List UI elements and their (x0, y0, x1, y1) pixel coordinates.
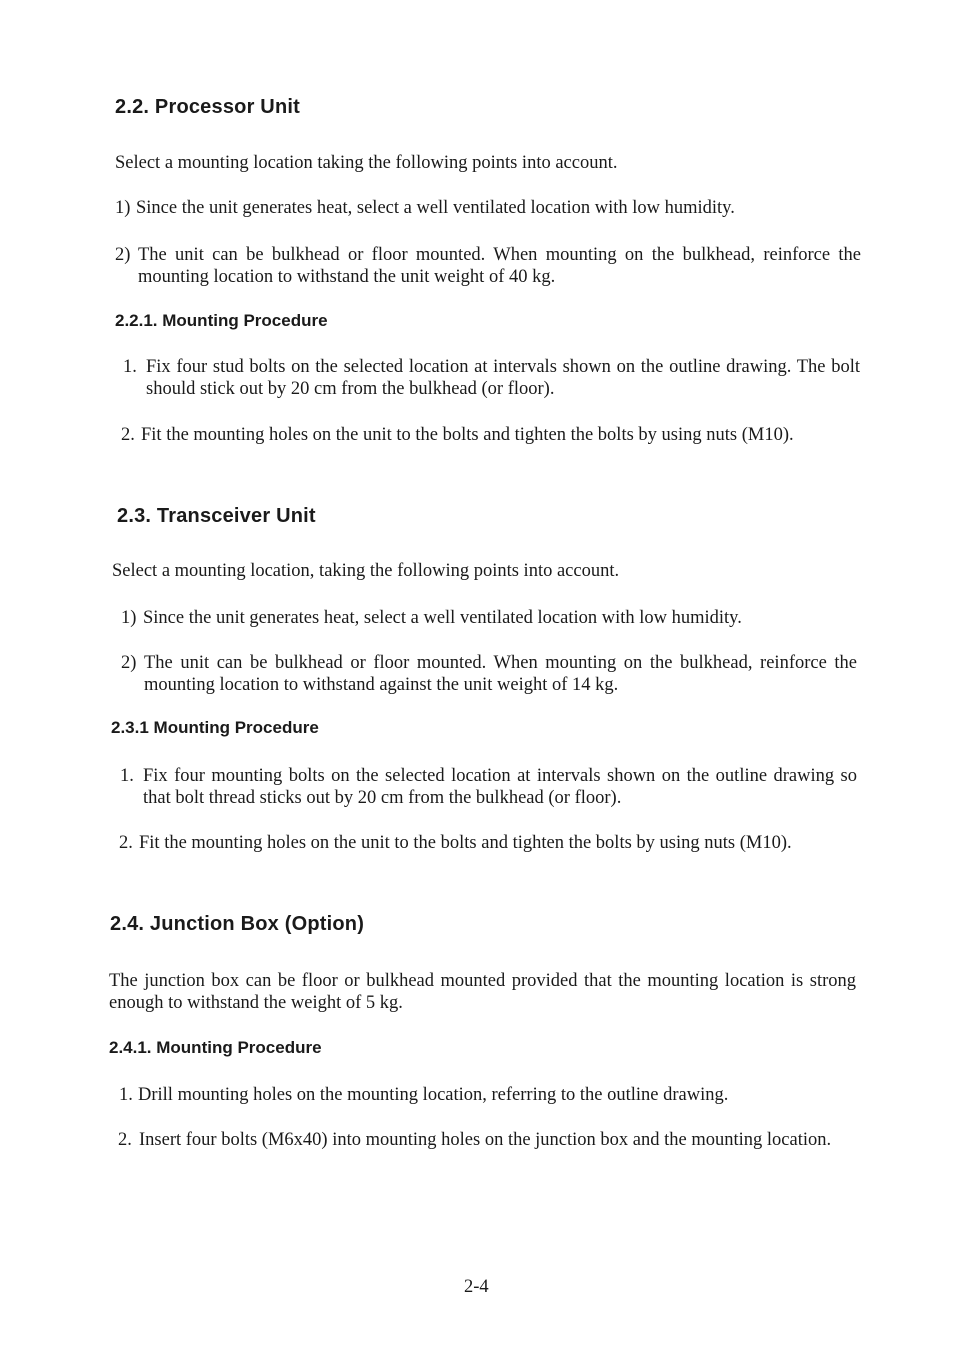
list-item-text: Fix four stud bolts on the selected location at intervals shown on the outline drawing. The bolt should stick out by 20 cm from the bulkhead (or floor). (146, 357, 860, 399)
list-item-number: 2) (121, 653, 137, 673)
list-item-text: The unit can be bulkhead or floor mounted. When mounting on the bulkhead, reinforce the mounting location to withstand against the unit weight of 14 kg. (144, 653, 857, 695)
list-item (119, 832, 859, 854)
list-item-number: 1. (120, 766, 134, 786)
list-item-number: 2. (119, 833, 133, 853)
list-item-number: 2. (121, 425, 135, 445)
subsection-heading-mounting-procedure: 2.3.1 Mounting Procedure (111, 718, 319, 737)
list-item (121, 607, 861, 629)
list-item-number: 1) (115, 198, 131, 218)
list-item-text: Drill mounting holes on the mounting location, referring to the outline drawing. (138, 1085, 729, 1105)
page-number: 2-4 (464, 1277, 489, 1297)
list-item (118, 1129, 855, 1151)
list-item-text: Fix four mounting bolts on the selected location at intervals shown on the outline drawing so that bolt thread sticks out by 20 cm from the bulkhead (or floor). (143, 766, 857, 808)
list-item-number: 2) (115, 245, 131, 265)
list-item (121, 424, 861, 446)
list-item-text: Fit the mounting holes on the unit to the bolts and tighten the bolts by using nuts (M10). (141, 425, 794, 445)
list-item (123, 356, 860, 400)
section-intro: The junction box can be floor or bulkhead mounted provided that the mounting location is strong enough to withstand the weight of 5 kg. (109, 971, 856, 1013)
list-item (119, 1084, 859, 1106)
list-item-number: 2. (118, 1130, 132, 1150)
list-item-text: The unit can be bulkhead or floor mounted. When mounting on the bulkhead, reinforce the mounting location to withstand the unit weight of 40 kg. (138, 245, 861, 287)
list-item (115, 197, 855, 219)
section-heading-processor-unit: 2.2. Processor Unit (115, 96, 300, 118)
section-heading-transceiver-unit: 2.3. Transceiver Unit (117, 505, 316, 527)
list-item (115, 244, 861, 288)
list-item (120, 765, 857, 809)
section-intro: Select a mounting location, taking the following points into account. (112, 561, 620, 581)
list-item-text: Since the unit generates heat, select a well ventilated location with low humidity. (136, 198, 735, 218)
list-item-text: Insert four bolts (M6x40) into mounting holes on the junction box and the mounting location. (139, 1130, 832, 1150)
list-item-text: Since the unit generates heat, select a well ventilated location with low humidity. (143, 608, 742, 628)
list-item (121, 652, 857, 696)
list-item-number: 1. (119, 1085, 133, 1105)
section-heading-junction-box: 2.4. Junction Box (Option) (110, 913, 365, 935)
section-intro: Select a mounting location taking the following points into account. (115, 153, 618, 173)
subsection-heading-mounting-procedure: 2.2.1. Mounting Procedure (115, 311, 328, 330)
list-item-number: 1. (123, 357, 137, 377)
subsection-heading-mounting-procedure: 2.4.1. Mounting Procedure (109, 1038, 322, 1057)
list-item-number: 1) (121, 608, 137, 628)
list-item-text: Fit the mounting holes on the unit to the bolts and tighten the bolts by using nuts (M10). (139, 833, 792, 853)
